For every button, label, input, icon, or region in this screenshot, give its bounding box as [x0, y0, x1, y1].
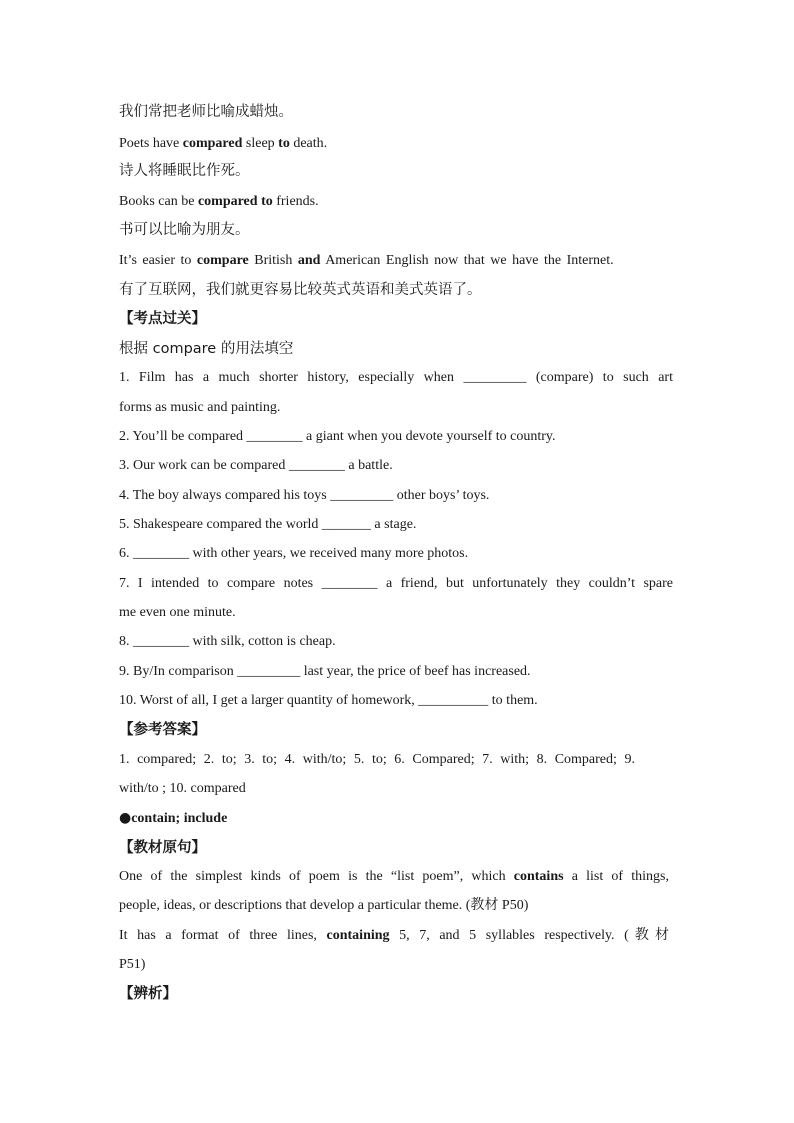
text-run: 5, 7, and 5 syllables respectively. (教材 [389, 928, 669, 943]
example-sentence [119, 193, 679, 211]
text-run: a list of things, [563, 869, 669, 884]
text-run: One of the simplest kinds of poem is the “list poem”, which [119, 869, 514, 884]
source-sentence: P51) [119, 957, 146, 972]
text-run: Books can be [119, 194, 198, 209]
text-run: American English now that we have the Internet. [320, 253, 614, 268]
exercise-item: 5. Shakespeare compared the world _______ a stage. [119, 517, 417, 532]
bold-keyword: compared [197, 194, 258, 209]
bold-keyword: and [297, 253, 321, 268]
section-heading: 【参考答案】 [119, 722, 206, 738]
bold-keyword: containing [326, 928, 390, 943]
exercise-item: 2. You’ll be compared ________ a giant when you devote yourself to country. [119, 429, 556, 444]
text-run: It has a format of three lines, [119, 928, 327, 943]
exercise-item: 9. By/In comparison _________ last year, the price of beef has increased. [119, 664, 531, 679]
exercise-item: 10. Worst of all, I get a larger quantity of homework, __________ to them. [119, 693, 538, 708]
section-heading: 【考点过关】 [119, 311, 206, 327]
text-line: 有了互联网，我们就更容易比较英式英语和美式英语了。 [119, 282, 482, 298]
example-sentence [119, 135, 679, 153]
text-run: death. [289, 136, 328, 151]
exercise-item: 7. I intended to compare notes ________ a friend, but unfortunately they couldn’t spare [119, 576, 673, 591]
section-heading: 【教材原句】 [119, 840, 206, 856]
exercise-item: 3. Our work can be compared ________ a battle. [119, 458, 393, 473]
exercise-item: 4. The boy always compared his toys _________ other boys’ toys. [119, 488, 490, 503]
text-line: 诗人将睡眠比作死。 [119, 163, 250, 179]
bold-keyword: to [278, 136, 290, 151]
text-run: sleep [242, 136, 279, 151]
text-run: Poets have [119, 136, 183, 151]
bold-keyword: to [261, 194, 273, 209]
text-line: 根据 compare 的用法填空 [119, 341, 294, 357]
bullet-icon: ● [119, 810, 132, 826]
exercise-item: me even one minute. [119, 605, 236, 620]
source-sentence [119, 868, 669, 886]
answer-line: 1. compared; 2. to; 3. to; 4. with/to; 5. to; 6. Compared; 7. with; 8. Compared; 9. [119, 752, 635, 767]
example-sentence [119, 252, 679, 270]
exercise-item: 8. ________ with silk, cotton is cheap. [119, 634, 336, 649]
answer-line: with/to ; 10. compared [119, 781, 246, 796]
text-run: It’s easier to [119, 253, 197, 268]
bold-keyword: contains [513, 869, 564, 884]
section-heading: 【辨析】 [119, 986, 177, 1002]
text-line: 我们常把老师比喻成蜡烛。 [119, 104, 293, 120]
source-sentence [119, 927, 669, 945]
bold-keyword: compare [196, 253, 249, 268]
exercise-item: 6. ________ with other years, we received many more photos. [119, 546, 469, 561]
topic-title: contain; include [131, 811, 228, 826]
bold-keyword: compared [182, 136, 243, 151]
text-run: friends. [272, 194, 319, 209]
source-sentence: people, ideas, or descriptions that develop a particular theme. (教材 P50) [119, 898, 529, 913]
exercise-item: 1. Film has a much shorter history, especially when _________ (compare) to such art [119, 370, 673, 385]
text-run: British [248, 253, 298, 268]
topic-heading [119, 809, 679, 828]
text-line: 书可以比喻为朋友。 [119, 222, 250, 238]
exercise-item: forms as music and painting. [119, 400, 281, 415]
